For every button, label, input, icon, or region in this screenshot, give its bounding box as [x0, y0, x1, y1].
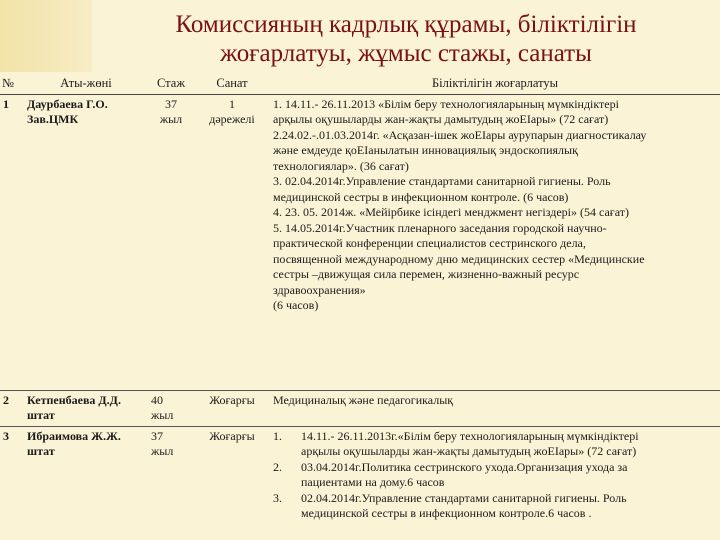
row-number: 2 [0, 390, 24, 426]
training-line: практической конференции специалистов сестринского дела, [273, 236, 586, 250]
list-item [273, 429, 717, 460]
title-line-2: жоғарлатуы, жұмыс стажы, санаты [220, 40, 592, 67]
title-line-1: Комиссияның кадрлық құрамы, біліктілігін [175, 11, 637, 38]
sanat-value: Жоғарғы [209, 428, 255, 443]
header-training: Біліктілігін жоғарлатуы [270, 74, 720, 94]
row-sanat [194, 94, 270, 390]
training-line: сестры –движущая сила перемен, жизненно-важный ресурс [273, 267, 580, 281]
item-number: 1. [273, 428, 282, 443]
training-line: және емдеуде қоЕІанылатын инновациялық эндоскопиялық [273, 143, 578, 157]
list-item [273, 491, 717, 522]
staff-table [0, 74, 720, 524]
training-line: медицинской сестры в инфекционном контроле. (6 часов) [273, 189, 569, 204]
training-line: 4. 23. 05. 2014ж. «Мейірбике ісіндегі менджмент негіздері» (54 сағат) [273, 205, 629, 219]
header-name: Аты-жөні [24, 74, 148, 94]
row-training [270, 426, 720, 524]
stazh-value: 37 [151, 428, 163, 443]
sanat-value: Жоғарғы [209, 392, 255, 407]
stazh-value: 37 [165, 96, 177, 111]
row-number: 3 [0, 426, 24, 524]
row-training [270, 390, 720, 426]
training-line: 3. 02.04.2014г.Управление стандартами санитарной гигиены. Роль [273, 174, 611, 188]
row-sanat [194, 426, 270, 524]
item-number: 2. [273, 459, 282, 474]
header-stazh: Стаж [148, 74, 194, 94]
title-area [92, 0, 720, 72]
list-item [273, 460, 717, 491]
item-number: 3. [273, 490, 282, 505]
training-line: арқылы оқушыларды жан-жақты дамытудың жоЕІары» (72 сағат) [301, 444, 637, 458]
training-line: технологиялар». (36 сағат) [273, 158, 409, 173]
row-stazh [148, 426, 194, 524]
row-stazh [148, 94, 194, 390]
training-line: 14.11.- 26.11.2013г.«Білім беру технологияларының мүмкіндіктері [301, 428, 639, 443]
stazh-unit: жыл [151, 408, 174, 422]
table-row [0, 426, 720, 524]
training-line: (6 часов) [273, 298, 319, 312]
training-line: 03.04.2014г.Политика сестринского ухода.Организация ухода за [301, 459, 628, 474]
training-line: Медициналық және педагогикалық [273, 392, 454, 407]
row-name: Ибраимова Ж.Ж. штат [24, 426, 148, 524]
training-line: арқылы оқушыларды жан-жақты дамытудың жоЕІары» (72 сағат) [273, 112, 609, 126]
header-row [0, 74, 720, 94]
stazh-value: 40 [151, 392, 163, 407]
stazh-unit: жыл [159, 112, 183, 126]
row-name: Даурбаева Г.О. Зав.ЦМК [24, 94, 148, 390]
header-number: № [0, 74, 24, 94]
sanat-unit: дәрежелі [209, 112, 255, 126]
training-line: 02.04.2014г.Управление стандартами санитарной гигиены. Роль [301, 490, 627, 505]
stazh-unit: жыл [151, 444, 174, 458]
training-line: 1. 14.11.- 26.11.2013 «Білім беру технологияларының мүмкіндіктері [273, 96, 619, 111]
row-training [270, 94, 720, 390]
training-line: здравоохранения» [273, 282, 366, 297]
row-name: Кетпенбаева Д.Д. штат [24, 390, 148, 426]
training-line: 2.24.02.-.01.03.2014г. «Асқазан-ішек жоЕІары аурупарын диагностикалау [273, 127, 647, 142]
training-line: пациентами на дому.6 часов [301, 475, 445, 489]
row-sanat [194, 390, 270, 426]
title-corner-background [0, 0, 92, 72]
training-line: 5. 14.05.2014г.Участник пленарного заседания городской научно- [273, 220, 607, 235]
training-line: медицинской сестры в инфекционном контроле.6 часов . [301, 506, 592, 520]
header-sanat: Санат [194, 74, 270, 94]
table-row [0, 390, 720, 426]
sanat-value: 1 [229, 96, 235, 111]
training-list [273, 429, 717, 522]
training-line: посвященной международному дню медицинских сестер «Медицинские [273, 251, 645, 266]
row-number: 1 [0, 94, 24, 390]
row-stazh [148, 390, 194, 426]
page-title [92, 0, 720, 68]
table-row [0, 94, 720, 390]
